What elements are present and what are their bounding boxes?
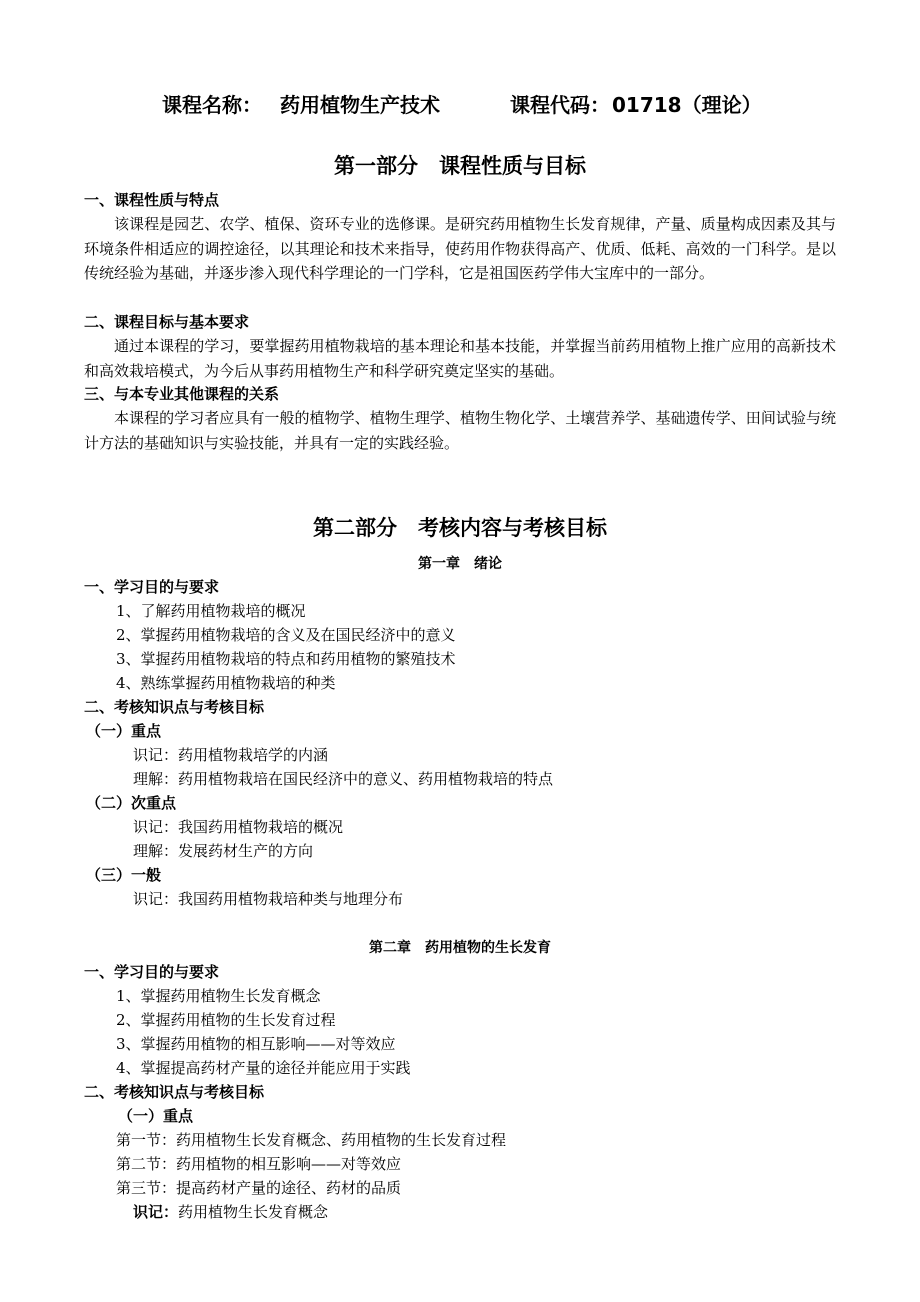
ch2-goal-item: 3、掌握药用植物的相互影响——对等效应 bbox=[116, 1035, 396, 1053]
ch2-recall-line bbox=[133, 1202, 328, 1222]
ch2-section-item: 第一节：药用植物生长发育概念、药用植物的生长发育过程 bbox=[116, 1131, 507, 1149]
part2-title: 第二部分 考核内容与考核目标 bbox=[313, 516, 607, 540]
ch1-goal-item: 1、了解药用植物栽培的概况 bbox=[116, 602, 306, 620]
chapter2-title: 第二章 药用植物的生长发育 bbox=[369, 940, 551, 956]
course-code-label: 课程代码： bbox=[510, 93, 610, 117]
part1-s1-text: 该课程是园艺、农学、植保、资环专业的选修课。是研究药用植物生长发育规律，产量、质量构成因素及其与环境条件相适应的调控途径，以其理论和技术来指导，使药用作物获得高产、优质、低耗、高效的一门科学。是以传统经验为基础，并逐步渗入现代科学理论的一门学科，它是祖国医药学伟大宝库中的一部分。 bbox=[84, 215, 836, 282]
ch1-general-heading: （三）一般 bbox=[86, 866, 162, 884]
ch1-secondary-heading: （二）次重点 bbox=[86, 794, 177, 812]
part1-s3-text: 本课程的学习者应具有一般的植物学、植物生理学、植物生物化学、土壤营养学、基础遗传学、田间试验与统计方法的基础知识与实验技能，并具有一定的实践经验。 bbox=[84, 409, 836, 452]
ch1-key-item: 理解：药用植物栽培在国民经济中的意义、药用植物栽培的特点 bbox=[133, 770, 554, 788]
part1-s3-heading: 三、与本专业其他课程的关系 bbox=[84, 385, 280, 403]
ch1-goal-item: 3、掌握药用植物栽培的特点和药用植物的繁殖技术 bbox=[116, 650, 456, 668]
ch2-points-heading: 二、考核知识点与考核目标 bbox=[84, 1083, 265, 1101]
ch1-secondary-item: 理解：发展药材生产的方向 bbox=[133, 842, 314, 860]
ch2-section-item: 第二节：药用植物的相互影响——对等效应 bbox=[116, 1155, 402, 1173]
ch2-goals-heading: 一、学习目的与要求 bbox=[84, 963, 220, 981]
ch2-goal-item: 2、掌握药用植物的生长发育过程 bbox=[116, 1011, 336, 1029]
part1-s1-heading: 一、课程性质与特点 bbox=[84, 191, 220, 209]
ch1-general-item: 识记：我国药用植物栽培种类与地理分布 bbox=[133, 890, 404, 908]
part1-title: 第一部分 课程性质与目标 bbox=[334, 154, 586, 178]
ch1-secondary-item: 识记：我国药用植物栽培的概况 bbox=[133, 818, 344, 836]
ch2-goal-item: 4、掌握提高药材产量的途径并能应用于实践 bbox=[116, 1059, 411, 1077]
part1-s2-text: 通过本课程的学习，要掌握药用植物栽培的基本理论和基本技能，并掌握当前药用植物上推广应用的高新技术和高效栽培模式，为今后从事药用植物生产和科学研究奠定坚实的基础。 bbox=[84, 337, 836, 380]
ch2-recall-text: 药用植物生长发育概念 bbox=[178, 1203, 329, 1221]
ch2-key-heading: （一）重点 bbox=[118, 1107, 194, 1125]
course-name-label: 课程名称： bbox=[162, 93, 262, 117]
ch2-recall-label: 识记： bbox=[133, 1203, 179, 1221]
ch2-goal-item: 1、掌握药用植物生长发育概念 bbox=[116, 987, 321, 1005]
ch1-goal-item: 4、熟练掌握药用植物栽培的种类 bbox=[116, 674, 336, 692]
ch1-points-heading: 二、考核知识点与考核目标 bbox=[84, 698, 265, 716]
ch1-goals-heading: 一、学习目的与要求 bbox=[84, 578, 220, 596]
ch1-key-heading: （一）重点 bbox=[86, 722, 162, 740]
ch1-key-item: 识记：药用植物栽培学的内涵 bbox=[133, 746, 329, 764]
chapter1-title: 第一章 绪论 bbox=[418, 556, 502, 572]
course-name: 药用植物生产技术 bbox=[280, 93, 440, 117]
ch1-goal-item: 2、掌握药用植物栽培的含义及在国民经济中的意义 bbox=[116, 626, 456, 644]
ch2-section-item: 第三节：提高药材产量的途径、药材的品质 bbox=[116, 1179, 402, 1197]
part1-s2-heading: 二、课程目标与基本要求 bbox=[84, 313, 250, 331]
course-code: 01718（理论） bbox=[612, 93, 762, 117]
